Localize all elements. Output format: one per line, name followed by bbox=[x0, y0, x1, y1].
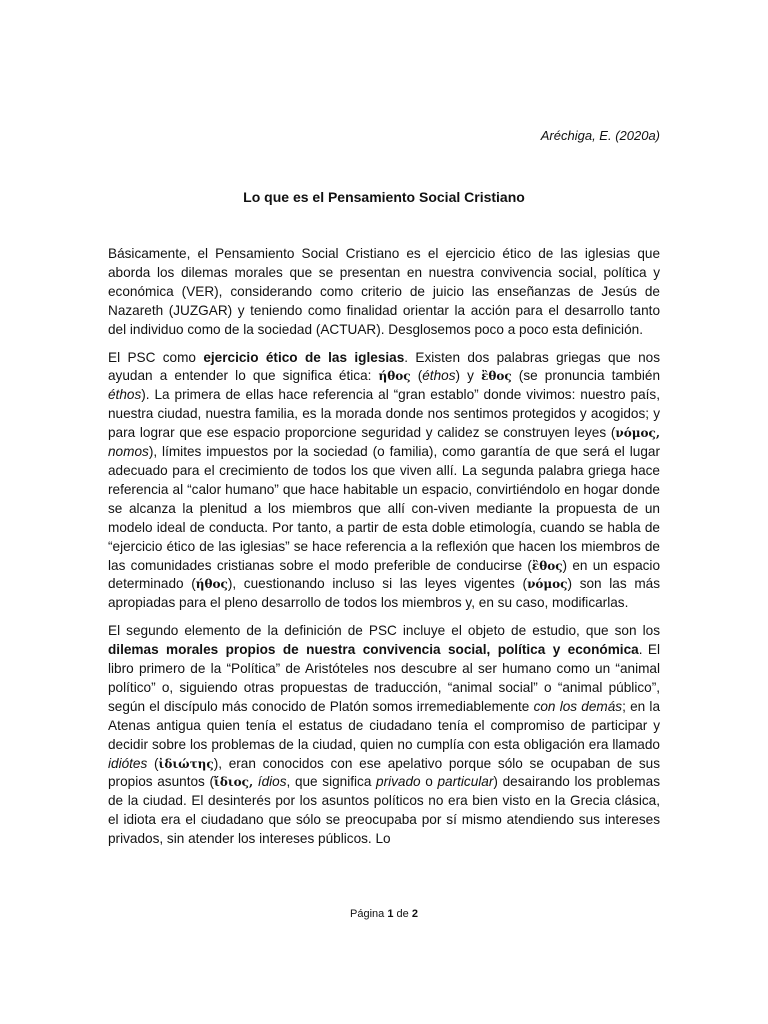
text-run: ) desairando los problemas de la ciudad. El desinterés por los asuntos políticos no era bien visto en la Grecia clásica, el idiota era el ciudadano que sólo se preocupaba por sí mismo atendiendo sus intereses privados, sin atender los intereses públicos. Lo bbox=[108, 774, 660, 847]
text-run: ( bbox=[410, 368, 423, 384]
greek-word: νόμος, bbox=[615, 426, 660, 441]
emphasis-italic: ídios bbox=[257, 774, 287, 790]
text-run: o bbox=[420, 774, 438, 790]
text-run: ) en un espacio determinado ( bbox=[108, 557, 661, 592]
text-run: El PSC como bbox=[108, 349, 204, 365]
greek-word: ήθος bbox=[195, 577, 228, 592]
document-body bbox=[108, 245, 660, 858]
page-separator: de bbox=[393, 908, 412, 920]
text-run: (se pronuncia también bbox=[511, 368, 660, 384]
page-label: Página bbox=[350, 908, 388, 920]
text-run: ; en la Atenas antigua quien tenía el estatus de ciudadano tenía el compromiso de participar y decidir sobre los problemas de la ciudad, quien no cumplía con esta obligación era llamado bbox=[108, 698, 661, 752]
text-run: , que significa bbox=[286, 774, 377, 790]
paragraph-3 bbox=[108, 622, 660, 849]
greek-word: ἒθος bbox=[481, 369, 512, 384]
greek-word: ἰδιώτης bbox=[158, 756, 214, 771]
emphasis-italic: idiótes bbox=[108, 755, 148, 771]
text-run: ). La primera de ellas hace referencia al “gran establo” donde vivimos: nuestro país, nuestra ciudad, nuestra familia, es la morada donde nos sentimos protegidos y acogidos; y para lograr que ese espacio proporcione seguridad y calidez se construyen leyes ( bbox=[108, 387, 660, 441]
greek-word: ἴδιος, bbox=[214, 775, 254, 790]
text-run: ) son las más apropiadas para el pleno desarrollo de todos los miembros y, en su caso, modificarlas. bbox=[108, 576, 661, 611]
emphasis-italic: con los demás bbox=[533, 698, 623, 714]
greek-word: νόμος bbox=[527, 577, 568, 592]
paragraph-2 bbox=[108, 349, 660, 614]
citation: Aréchiga, E. (2020a) bbox=[540, 128, 660, 143]
greek-word: ήθος bbox=[378, 369, 411, 384]
text-run: ) y bbox=[455, 368, 482, 384]
text-run: . El libro primero de la “Política” de Aristóteles nos descubre al ser humano como un “animal político” o, siguiendo otras propuestas de traducción, “animal social” o “animal público”, según el discípulo más conocido de Platón somos irremediablemente bbox=[108, 642, 660, 714]
emphasis-italic: éthos bbox=[108, 387, 142, 403]
current-page-number: 1 bbox=[387, 908, 394, 920]
emphasis-italic: éthos bbox=[422, 368, 456, 384]
text-run: ( bbox=[147, 755, 159, 771]
text-run: ), límites impuestos por la sociedad (o familia), como garantía de que será el lugar adecuado para el crecimiento de todos los que viven allí. La segunda palabra griega hace referencia al “calor humano” que hace habitable un espacio, convirtiéndolo en hogar donde se alcanza la plenitud a los miembros que allí con-viven mediante la propuesta de un modelo ideal de conducta. Por tanto, a partir de esta doble etimología, cuando se habla de “ejercicio ético de las iglesias” se hace referencia a la reflexión que hacen los miembros de las comunidades cristianas sobre el modo preferible de conducirse ( bbox=[108, 444, 660, 573]
emphasis-bold: dilemas morales propios de nuestra convivencia social, política y económica bbox=[108, 642, 639, 658]
emphasis-bold: ejercicio ético de las iglesias bbox=[203, 349, 405, 365]
page-footer bbox=[0, 908, 768, 920]
emphasis-italic: privado bbox=[376, 774, 421, 790]
text-run: ), eran conocidos con ese apelativo porque sólo se ocupaban de sus propios asuntos ( bbox=[108, 755, 660, 790]
emphasis-italic: particular bbox=[437, 774, 494, 790]
paragraph-1: Básicamente, el Pensamiento Social Cristiano es el ejercicio ético de las iglesias que aborda los dilemas morales que se presentan en nuestra convivencia social, política y económica (VER), considerando como criterio de juicio las enseñanzas de Jesús de Nazareth (JUZGAR) y teniendo como finalidad orientar la acción para el desarrollo tanto del individuo como de la sociedad (ACTUAR). Desglosemos poco a poco esta definición. bbox=[108, 246, 660, 337]
document-title: Lo que es el Pensamiento Social Cristiano bbox=[243, 189, 525, 205]
text-run: ), cuestionando incluso si las leyes vigentes ( bbox=[227, 576, 528, 592]
text-run: El segundo elemento de la definición de PSC incluye el objeto de estudio, que son los bbox=[108, 623, 660, 639]
total-pages-number: 2 bbox=[411, 908, 418, 920]
text-run: . Existen dos palabras griegas que nos ayudan a entender lo que significa ética: bbox=[108, 349, 661, 384]
emphasis-italic: nomos bbox=[108, 444, 149, 460]
greek-word: ἒθος bbox=[531, 558, 563, 573]
